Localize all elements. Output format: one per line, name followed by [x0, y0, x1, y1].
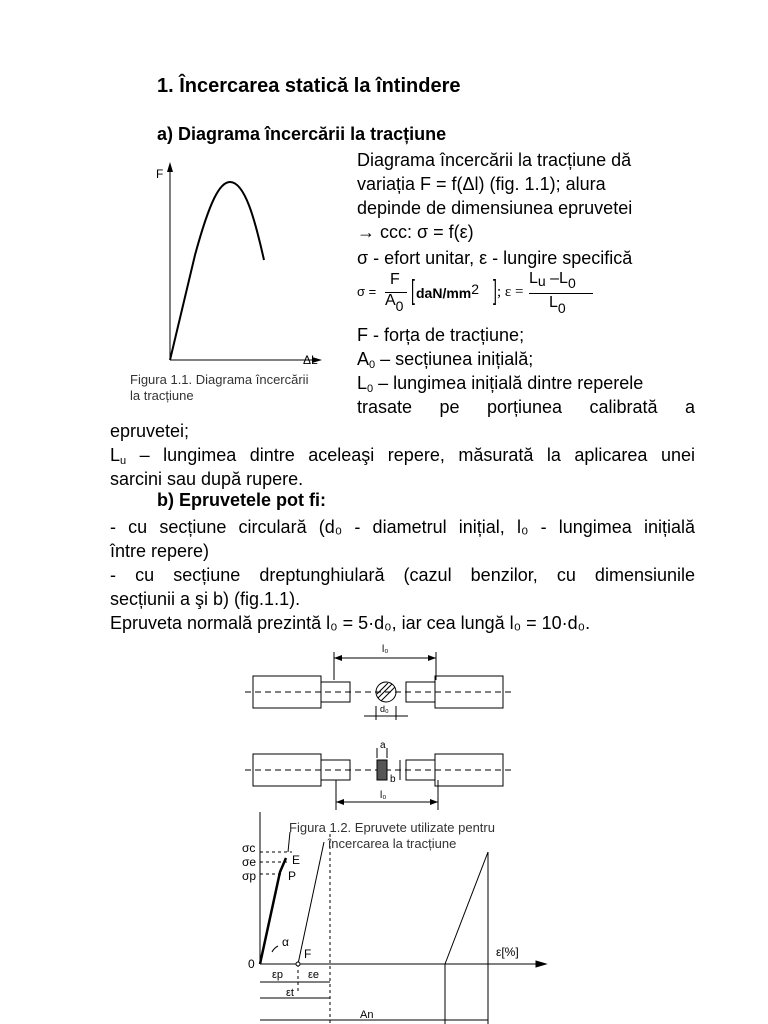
text-line: între repere) [110, 541, 210, 561]
eps-axis-label: ε[%] [496, 945, 519, 959]
sigma-symbol: σ = [357, 284, 377, 299]
l-sub: 0 [557, 300, 566, 316]
page-title: 1. Încercarea statică la întindere [157, 75, 461, 97]
lu-letter: L [529, 270, 538, 287]
stress-strain-formula [357, 270, 617, 322]
caption-line: Figura 1.2. Epruvete utilizate pentru [289, 820, 495, 835]
text-line: Diagrama încercării la tracțiune dă [357, 150, 632, 170]
section-b-heading: b) Epruvetele pot fi: [157, 490, 327, 510]
unit [416, 281, 479, 301]
a-letter: A [385, 292, 396, 309]
text-line: σ - efort unitar, ε - lungire specifică [357, 248, 633, 268]
l0-label-bottom: l₀ [380, 790, 387, 801]
caption-line: încercarea la tracțiune [327, 836, 457, 851]
y-axis-arrow [167, 162, 173, 172]
figure-1-2-specimens [230, 640, 530, 815]
text-line: secțiunii a şi b) (fig.1.1). [110, 589, 301, 609]
An-label: An [360, 1009, 374, 1021]
a-label: a [380, 740, 386, 751]
sigma-p-label: σp [242, 869, 257, 883]
text-line: depinde de dimensiunea epruvetei [357, 198, 633, 218]
l0-sub: 0 [567, 275, 576, 291]
sigma-c-label: σc [242, 841, 256, 855]
figure-1-1-caption [130, 372, 350, 404]
unit-text: daN/mm [416, 285, 472, 301]
figure-1-1-diagram [150, 160, 325, 370]
unit-sup: 2 [471, 281, 480, 297]
area-definition: $A_0$ – secțiunea inițială; [357, 349, 534, 371]
text-line: - cu secțiune circulară (d₀ - diametrul inițial, l₀ - lungimea inițială [110, 517, 695, 537]
alpha-label: α [282, 935, 289, 949]
P-label: P [288, 869, 297, 883]
bracket-left: [ [410, 274, 415, 305]
l-letter: L [549, 294, 558, 311]
b-label: b [390, 774, 396, 785]
minus-l: –L [545, 270, 568, 287]
d0-label: d₀ [380, 704, 389, 714]
epsilon-symbol: ; ε = [497, 284, 524, 300]
text-line: trasate pe porțiunea calibrată a [357, 397, 695, 417]
text-line: sarcini sau după rupere. [110, 469, 304, 489]
eps-t-label: εt [286, 987, 294, 999]
caption-line: la tracțiune [130, 388, 194, 403]
a-sub: 0 [395, 298, 404, 314]
section-a-heading: a) Diagrama încercării la tracțiune [157, 124, 447, 144]
lu-sub: u [537, 273, 546, 289]
y-axis-label: F [156, 167, 164, 181]
area-text: – secțiunea inițială; [375, 349, 534, 369]
F-label: F [304, 947, 312, 961]
lu-definition: $L_u$ – lungimea dintre aceleaşi repere, măsurată la aplicarea unei [110, 445, 695, 467]
force-elongation-curve [170, 182, 264, 360]
eps-numerator [529, 270, 576, 291]
origin-label: 0 [248, 957, 255, 971]
l0-label-top: l₀ [382, 644, 389, 655]
E-label: E [292, 853, 301, 867]
force-definition: F - forța de tracțiune; [357, 325, 525, 345]
eps-p-label: εp [272, 969, 284, 981]
figure-1-2-caption [262, 820, 522, 852]
lu-text: – lungimea dintre aceleaşi repere, măsurată la aplicarea unei [126, 445, 695, 465]
sigma-e-label: σe [242, 855, 257, 869]
bracket-right: ] [492, 274, 497, 305]
text-line: Epruveta normală prezintă l₀ = 5·d₀, iar cea lungă l₀ = 10·d₀. [110, 613, 591, 633]
text-line: → ccc: σ = f(ε) [357, 222, 474, 242]
text-line: epruvetei; [110, 421, 190, 441]
length-text: – lungimea inițială dintre reperele [373, 373, 644, 393]
eps-denominator [549, 294, 566, 316]
frac-numerator-F: F [390, 271, 400, 288]
eps-e-label: εe [308, 969, 320, 981]
caption-line: Figura 1.1. Diagrama încercării [130, 372, 309, 387]
frac-denominator-A [385, 292, 404, 314]
x-axis-label: ΔL [303, 353, 318, 367]
text-line: variația F = f(Δl) (fig. 1.1); alura [357, 174, 606, 194]
length-definition: $L_0$ – lungimea inițială dintre reperele [357, 373, 644, 395]
text-line: - cu secțiune dreptunghiulară (cazul benzilor, cu dimensiunile [110, 565, 695, 585]
